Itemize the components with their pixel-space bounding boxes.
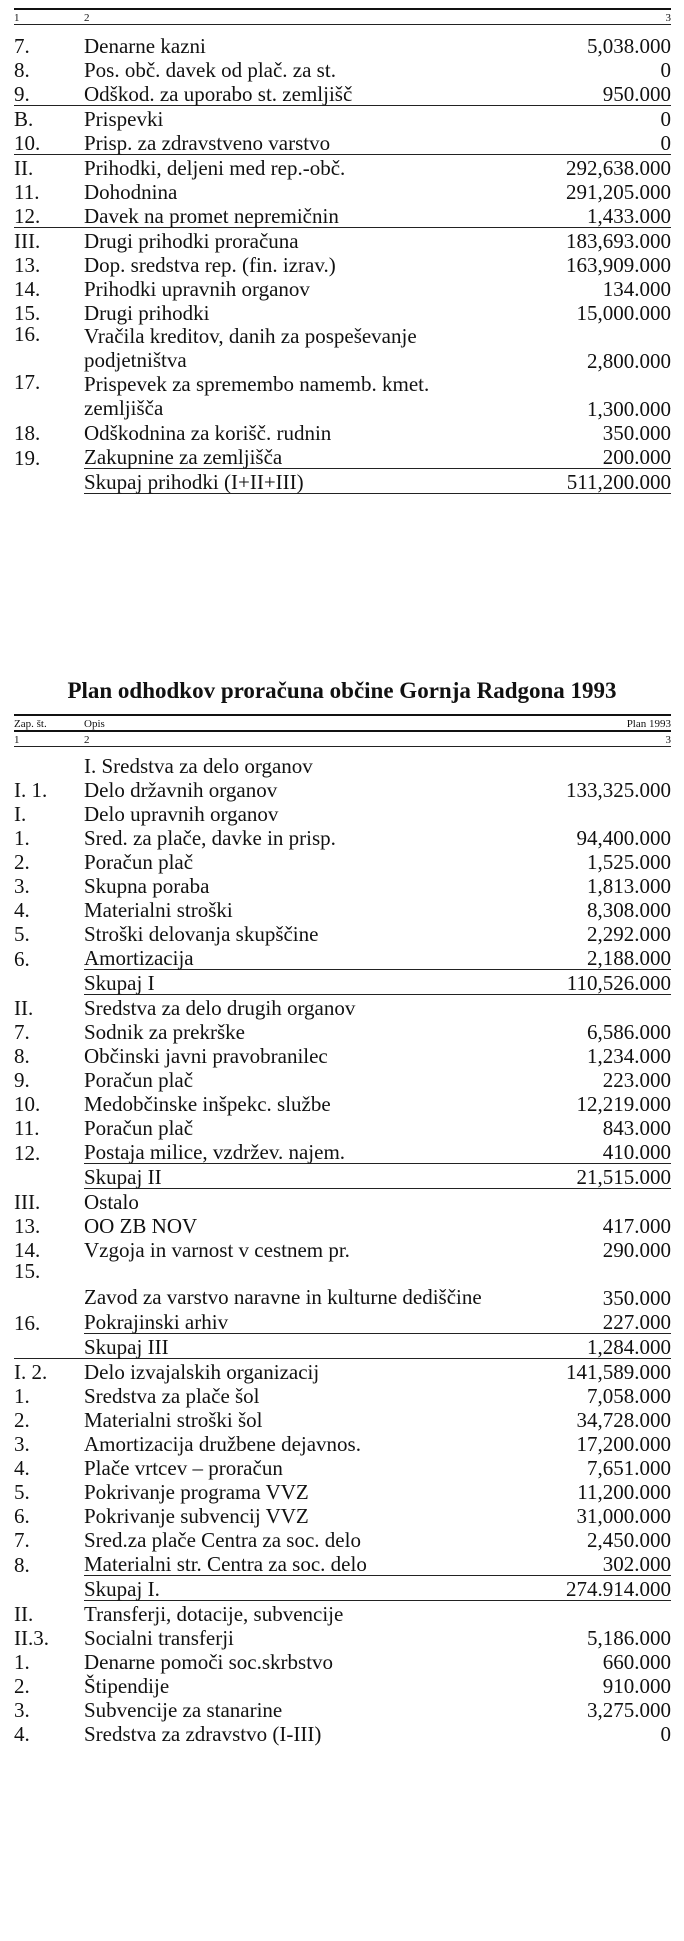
row-number (14, 970, 84, 995)
row-value: 200.000 (602, 445, 671, 469)
table-row (14, 921, 671, 945)
table-row (14, 849, 671, 873)
col-header-plan: Plan 1993 (484, 715, 671, 731)
col-number-1: 1 (14, 731, 84, 747)
row-number: 14. (14, 277, 41, 301)
total-row (14, 1334, 671, 1359)
row-value: 2,188.000 (587, 946, 671, 970)
row-label: Ostalo (84, 1190, 139, 1214)
table-row (14, 1189, 671, 1214)
row-label: Plače vrtcev – proračun (84, 1456, 283, 1480)
row-value: 2,292.000 (587, 922, 671, 946)
table-row (14, 1673, 671, 1697)
row-value: 141,589.000 (484, 1359, 671, 1384)
row-label: Drugi prihodki proračuna (84, 228, 484, 253)
table-row (14, 1527, 671, 1551)
row-value: 291,205.000 (566, 180, 671, 204)
table-row (14, 33, 671, 57)
table-row (14, 324, 671, 372)
table-row (14, 130, 671, 155)
row-number: 13. (14, 253, 41, 277)
table-row (14, 1261, 671, 1309)
row-number: 7. (14, 34, 30, 58)
row-value: 660.000 (602, 1650, 671, 1674)
row-label: Prispevki (84, 106, 484, 131)
row-number: 5. (14, 1480, 30, 1504)
row-number: 15. (14, 301, 41, 325)
row-value: 292,638.000 (484, 155, 671, 180)
row-value: 0 (660, 131, 671, 155)
row-label: Stroški delovanja skupščine (84, 922, 319, 946)
row-value: 5,038.000 (587, 34, 671, 58)
row-label: Pos. obč. davek od plač. za st. (84, 58, 336, 82)
row-label: Sredstva za plače šol (84, 1384, 260, 1408)
row-value: 274.914.000 (484, 1576, 671, 1601)
row-value: 302.000 (602, 1552, 671, 1576)
row-value: 94,400.000 (576, 826, 671, 850)
row-number: 2. (14, 1674, 30, 1698)
row-label: Skupaj I. (84, 1576, 484, 1601)
row-label: OO ZB NOV (84, 1214, 198, 1238)
row-number: III. (14, 1190, 41, 1214)
row-label: Materialni stroški šol (84, 1408, 263, 1432)
row-label: Sred. za plače, davke in prisp. (84, 826, 336, 850)
row-number: 16. (14, 1310, 41, 1335)
table-row (14, 1601, 671, 1626)
row-value: 1,300.000 (587, 397, 671, 421)
row-value: 31,000.000 (576, 1504, 671, 1528)
row-value: 11,200.000 (577, 1480, 671, 1504)
row-value: 163,909.000 (566, 253, 671, 277)
row-value: 2,800.000 (587, 349, 671, 373)
row-number: I. 1. (14, 778, 48, 802)
row-label: Skupaj III (84, 1334, 484, 1359)
row-value: 910.000 (602, 1674, 671, 1698)
row-number: 7. (14, 1528, 30, 1552)
row-number: 2. (14, 850, 30, 874)
row-value: 7,651.000 (587, 1456, 671, 1480)
col-header-description: Opis (84, 715, 484, 731)
row-value: 110,526.000 (484, 970, 671, 995)
row-label: Prihodki upravnih organov (84, 277, 310, 301)
row-label: Sred.za plače Centra za soc. delo (84, 1528, 361, 1552)
row-label: Pokrivanje programa VVZ (84, 1480, 309, 1504)
row-number: 12. (14, 204, 41, 228)
table-row (14, 179, 671, 203)
row-label: Dohodnina (84, 180, 178, 204)
row-number: 14. (14, 1238, 41, 1262)
row-label: Materialni str. Centra za soc. delo (84, 1552, 367, 1576)
row-value: 134.000 (602, 277, 671, 301)
row-number: 6. (14, 946, 30, 971)
row-label: Denarne pomoči soc.skrbstvo (84, 1650, 334, 1674)
table-row (14, 1479, 671, 1503)
row-value: 12,219.000 (576, 1092, 671, 1116)
row-value: 350.000 (602, 421, 671, 445)
row-label: Prisp. za zdravstveno varstvo (84, 131, 331, 155)
row-value: 133,325.000 (566, 778, 671, 802)
col-number-2: 2 (84, 9, 484, 25)
row-value: 6,586.000 (587, 1020, 671, 1044)
row-number: 11. (14, 180, 40, 204)
row-number: 8. (14, 1044, 30, 1068)
row-value: 843.000 (602, 1116, 671, 1140)
row-label: Sodnik za prekrške (84, 1020, 245, 1044)
row-label: Odškod. za uporabo st. zemljišč (84, 82, 353, 106)
row-value (484, 1189, 671, 1214)
row-number (14, 469, 84, 494)
row-label: Delo državnih organov (84, 778, 278, 802)
table-row (14, 1043, 671, 1067)
column-header-row (14, 715, 671, 731)
table-row (14, 1115, 671, 1139)
row-number: B. (14, 106, 84, 131)
col-number-2: 2 (84, 731, 484, 747)
row-label: Socialni transferji (84, 1626, 234, 1650)
table-row (14, 420, 671, 444)
row-number: 10. (14, 1092, 41, 1116)
row-value: 1,433.000 (587, 204, 671, 228)
row-number: 4. (14, 1456, 30, 1480)
row-value: 227.000 (602, 1310, 671, 1334)
table-row (14, 801, 671, 825)
row-value: 5,186.000 (587, 1626, 671, 1650)
row-label: Pokrivanje subvencij VVZ (84, 1504, 309, 1528)
table-row (14, 945, 671, 970)
row-label: Skupaj prihodki (I+II+III) (84, 469, 484, 494)
row-label: I. Sredstva za delo organov (84, 754, 313, 778)
total-row (14, 970, 671, 995)
row-label: Prihodki, deljeni med rep.-obč. (84, 155, 484, 180)
col-number-3: 3 (484, 731, 671, 747)
row-label: Odškodnina za korišč. rudnin (84, 421, 332, 445)
row-number: 16. (14, 322, 41, 346)
row-value (484, 801, 671, 825)
row-label: Materialni stroški (84, 898, 233, 922)
table-row (14, 1455, 671, 1479)
table-row (14, 1407, 671, 1431)
row-number: 15. (14, 1259, 41, 1283)
table-row (14, 1213, 671, 1237)
row-number: 19. (14, 445, 41, 470)
row-label: Medobčinske inšpekc. službe (84, 1092, 331, 1116)
row-number: 3. (14, 874, 30, 898)
row-number: 1. (14, 826, 30, 850)
table-row (14, 155, 671, 180)
row-label: Skupaj II (84, 1164, 484, 1189)
row-label: Subvencije za stanarine (84, 1698, 283, 1722)
row-number: 13. (14, 1214, 41, 1238)
table-row (14, 81, 671, 106)
column-number-row (14, 731, 671, 747)
table-row (14, 1237, 671, 1261)
row-number: III. (14, 228, 84, 253)
row-label: Postaja milice, vzdržev. najem. (84, 1140, 346, 1164)
row-value (484, 1601, 671, 1626)
table-row (14, 1067, 671, 1091)
total-row (14, 1164, 671, 1189)
expenditure-table (14, 714, 671, 1745)
row-value: 950.000 (602, 82, 671, 106)
row-value: 15,000.000 (576, 301, 671, 325)
table-row (14, 1697, 671, 1721)
table-row (14, 753, 671, 777)
row-value: 3,275.000 (587, 1698, 671, 1722)
row-label: Amortizacija družbene dejavnos. (84, 1432, 361, 1456)
row-number: 18. (14, 421, 41, 445)
row-value (484, 753, 671, 777)
row-value: 0 (660, 1722, 671, 1746)
table-row (14, 276, 671, 300)
row-number (14, 1164, 84, 1189)
table-row (14, 1359, 671, 1384)
row-value: 34,728.000 (576, 1408, 671, 1432)
row-label: Amortizacija (84, 946, 194, 970)
row-number: 6. (14, 1504, 30, 1528)
row-label: Poračun plač (84, 1116, 194, 1140)
table-row (14, 873, 671, 897)
table-row (14, 1625, 671, 1649)
col-header-number: Zap. št. (14, 715, 84, 731)
row-label: Denarne kazni (84, 34, 206, 58)
row-value: 417.000 (602, 1214, 671, 1238)
col-number-1: 1 (14, 9, 84, 25)
row-value: 17,200.000 (576, 1432, 671, 1456)
col-number-3: 3 (484, 9, 671, 25)
row-label: Občinski javni pravobranilec (84, 1044, 328, 1068)
row-label: Zakupnine za zemljišča (84, 445, 283, 469)
row-number: 1. (14, 1650, 30, 1674)
row-label: Dop. sredstva rep. (fin. izrav.) (84, 253, 336, 277)
row-number: 10. (14, 131, 41, 155)
row-number (14, 1576, 84, 1601)
row-value: 7,058.000 (587, 1384, 671, 1408)
row-number (14, 753, 84, 777)
total-row (14, 1576, 671, 1601)
table-row (14, 1431, 671, 1455)
table-row (14, 252, 671, 276)
row-number: 8. (14, 1552, 30, 1577)
table-row (14, 1721, 671, 1745)
row-value: 290.000 (602, 1238, 671, 1262)
row-label: Skupna poraba (84, 874, 210, 898)
table-row (14, 1139, 671, 1164)
row-value: 1,234.000 (587, 1044, 671, 1068)
row-label: Štipendije (84, 1674, 170, 1698)
row-number: 4. (14, 898, 30, 922)
row-number: 12. (14, 1140, 41, 1165)
row-number: 5. (14, 922, 30, 946)
row-value: 21,515.000 (484, 1164, 671, 1189)
row-value: 223.000 (602, 1068, 671, 1092)
row-label: Drugi prihodki (84, 301, 210, 325)
table-row (14, 203, 671, 228)
table-row (14, 897, 671, 921)
row-label: Transferji, dotacije, subvencije (84, 1602, 344, 1626)
row-value: 8,308.000 (587, 898, 671, 922)
row-value: 2,450.000 (587, 1528, 671, 1552)
row-number: I. 2. (14, 1359, 84, 1384)
table-row (14, 1383, 671, 1407)
row-number: 9. (14, 1068, 30, 1092)
row-label: Pokrajinski arhiv (84, 1310, 229, 1334)
row-number: 1. (14, 1384, 30, 1408)
table-row (14, 1551, 671, 1576)
table-row (14, 777, 671, 801)
table-row (14, 1503, 671, 1527)
row-number: 8. (14, 58, 30, 82)
row-number: 17. (14, 370, 41, 394)
row-number: 11. (14, 1116, 40, 1140)
row-value: 183,693.000 (484, 228, 671, 253)
row-number: 2. (14, 1408, 30, 1432)
row-label: Delo upravnih organov (84, 802, 279, 826)
row-number: 7. (14, 1020, 30, 1044)
table-row (14, 300, 671, 324)
row-number: I. (14, 802, 27, 826)
row-number: II.3. (14, 1626, 49, 1650)
row-number: 4. (14, 1722, 30, 1746)
column-number-row (14, 9, 671, 25)
total-row (14, 469, 671, 494)
row-label: Davek na promet nepremičnin (84, 204, 339, 228)
table-row (14, 372, 671, 420)
row-number: 3. (14, 1432, 30, 1456)
row-number: II. (14, 996, 34, 1020)
row-label: Vračila kreditov, danih za pospeševanje podjetništva (84, 324, 417, 372)
table-row (14, 106, 671, 131)
row-value: 511,200.000 (484, 469, 671, 494)
row-label: Sredstva za zdravstvo (I-III) (84, 1722, 322, 1746)
row-label: Delo izvajalskih organizacij (84, 1359, 484, 1384)
row-label: Prispevek za spremembo namemb. kmet. zemljišča (84, 372, 430, 420)
row-number: II. (14, 155, 84, 180)
row-value: 1,284.000 (484, 1334, 671, 1359)
row-number: II. (14, 1602, 34, 1626)
row-label: Vzgoja in varnost v cestnem pr. (84, 1238, 350, 1262)
table-row (14, 825, 671, 849)
table-row (14, 57, 671, 81)
row-value: 1,525.000 (587, 850, 671, 874)
section-heading: Plan odhodkov proračuna občine Gornja Radgona 1993 (67, 678, 617, 703)
row-value: 410.000 (602, 1140, 671, 1164)
row-value: 0 (660, 58, 671, 82)
row-value: 0 (484, 106, 671, 131)
table-row (14, 995, 671, 1020)
table-row (14, 1649, 671, 1673)
row-number (14, 1334, 84, 1359)
table-row (14, 228, 671, 253)
row-label: Poračun plač (84, 850, 194, 874)
table-row (14, 444, 671, 469)
table-row (14, 1091, 671, 1115)
row-number: 9. (14, 82, 30, 106)
row-label: Poračun plač (84, 1068, 194, 1092)
row-label: Zavod za varstvo naravne in kulturne dediščine (84, 1285, 482, 1309)
table-row (14, 1309, 671, 1334)
revenue-table (14, 8, 671, 494)
row-label: Skupaj I (84, 970, 484, 995)
table-row (14, 1019, 671, 1043)
row-value (484, 995, 671, 1020)
row-label: Sredstva za delo drugih organov (84, 996, 356, 1020)
row-number: 3. (14, 1698, 30, 1722)
row-value: 350.000 (602, 1286, 671, 1310)
row-value: 1,813.000 (587, 874, 671, 898)
